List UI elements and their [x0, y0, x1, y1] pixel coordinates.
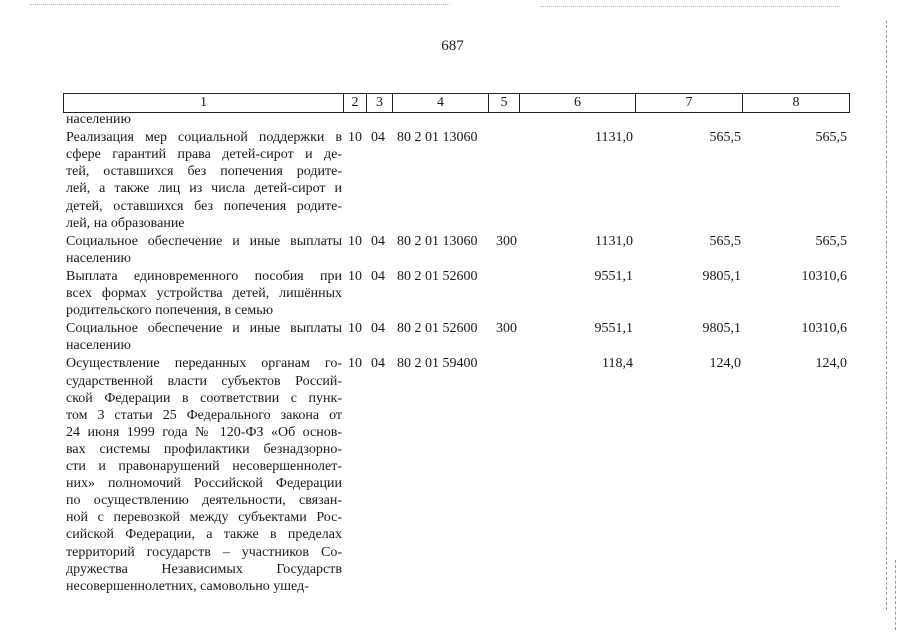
cell-c8: 565,5 [815, 130, 847, 146]
cell-c4: 80 2 01 52600 [397, 268, 478, 284]
cell-c6: 118,4 [602, 356, 633, 372]
row-description-line: тей, оставшихся без попечения родите- [66, 164, 342, 180]
row-description-line: лей, а также лиц из числа детей-сирот и [66, 181, 342, 197]
header-col-6: 6 [520, 94, 636, 113]
row-description-line: территорий государств – участников Со- [66, 544, 342, 560]
row-description-line: Реализация мер социальной поддержки в [66, 130, 342, 146]
row-description-line: Социальное обеспечение и иные выплаты [66, 321, 342, 337]
cell-c4: 80 2 01 59400 [397, 356, 478, 372]
row-description-line: 24 июня 1999 года № 120-ФЗ «Об основ- [66, 424, 342, 440]
page-number: 687 [441, 38, 464, 54]
row-description-line: лей, на образование [66, 215, 185, 231]
header-col-8: 8 [743, 94, 850, 113]
cell-c6: 9551,1 [594, 268, 633, 284]
row-description-line: сти и правонарушений несовершеннолет- [66, 459, 342, 474]
row-description-line: населению [66, 112, 131, 127]
header-col-3: 3 [367, 94, 393, 113]
cell-c2: 10 [348, 321, 362, 337]
cell-c8: 10310,6 [801, 321, 847, 337]
cell-c2: 10 [348, 233, 362, 249]
row-description-line: населению [66, 250, 131, 266]
row-description-line: всех формах устройства детей, лишённых [66, 286, 342, 301]
row-description-line: вах системы профилактики безнадзорно- [66, 441, 342, 457]
cell-c2: 10 [348, 268, 362, 284]
row-description-line: том 3 статьи 25 Федерального закона от [66, 407, 342, 423]
cell-c3: 04 [371, 321, 385, 337]
cell-c3: 04 [371, 130, 385, 146]
scan-edge-line [895, 560, 896, 630]
row-description-line: сударственной власти субъектов Россий- [66, 373, 342, 389]
scan-top-line [30, 4, 450, 5]
cell-c4: 80 2 01 13060 [397, 233, 478, 249]
cell-c6: 1131,0 [595, 233, 633, 249]
cell-c6: 9551,1 [594, 321, 633, 337]
row-description-line: сийской Федерации, а также в пределах [66, 527, 342, 543]
cell-c7: 565,5 [709, 130, 741, 146]
cell-c7: 9805,1 [702, 268, 741, 284]
cell-c8: 124,0 [815, 356, 847, 372]
header-col-7: 7 [636, 94, 743, 113]
row-description-line: Осуществление переданных органам го- [66, 356, 342, 372]
cell-c3: 04 [371, 356, 385, 372]
header-col-5: 5 [489, 94, 520, 113]
cell-c7: 9805,1 [702, 321, 741, 337]
cell-c5: 300 [496, 321, 517, 337]
row-description-line: ской Федерации в соответствии с пунк- [66, 390, 342, 406]
column-number-header [63, 93, 850, 113]
row-description-line: родительского попечения, в семью [66, 303, 274, 319]
row-description-line: Социальное обеспечение и иные выплаты [66, 233, 342, 249]
row-description-line: ной с перевозкой между субъектами Рос- [66, 510, 342, 526]
cell-c6: 1131,0 [595, 130, 633, 146]
row-description-line: по осуществлению деятельности, связан- [66, 493, 342, 509]
header-col-4: 4 [393, 94, 489, 113]
scan-edge-line [886, 20, 887, 610]
row-description-line: них» полномочий Российской Федерации [66, 476, 342, 492]
row-description-line: Выплата единовременного пособия при [66, 268, 342, 284]
cell-c7: 124,0 [709, 356, 741, 372]
cell-c2: 10 [348, 130, 362, 146]
header-col-2: 2 [344, 94, 367, 113]
cell-c3: 04 [371, 268, 385, 284]
header-col-1: 1 [64, 94, 344, 113]
row-description-line: детей, оставшихся без попечения родите- [66, 198, 342, 214]
scan-top-line [540, 6, 840, 7]
cell-c5: 300 [496, 233, 517, 249]
cell-c4: 80 2 01 52600 [397, 321, 478, 337]
row-description-line: дружества Независимых Государств [66, 561, 342, 577]
cell-c8: 10310,6 [801, 268, 847, 284]
row-description-line: сфере гарантий права детей-сирот и де- [66, 147, 342, 163]
row-description-line: населению [66, 338, 131, 354]
cell-c7: 565,5 [709, 233, 741, 249]
cell-c2: 10 [348, 356, 362, 372]
row-description-line: несовершеннолетних, самовольно ушед- [66, 578, 309, 594]
cell-c4: 80 2 01 13060 [397, 130, 478, 146]
cell-c3: 04 [371, 233, 385, 249]
cell-c8: 565,5 [815, 233, 847, 249]
